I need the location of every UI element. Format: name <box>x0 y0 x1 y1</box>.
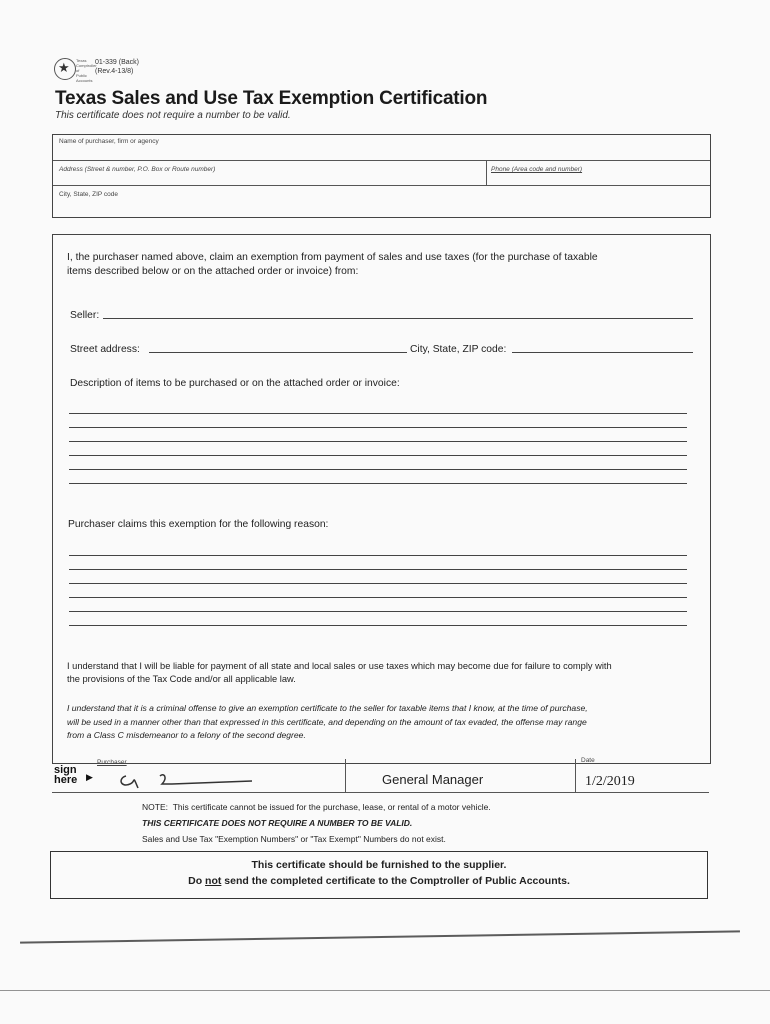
sign-here-label <box>54 765 77 785</box>
arrow-right-icon: ▶ <box>86 772 93 782</box>
scan-artifact-line <box>0 990 770 991</box>
supplier-notice-line: This certificate should be furnished to the supplier. <box>251 859 507 871</box>
note-text: This certificate cannot be issued for the purchase, lease, or rental of a motor vehicle. <box>172 802 491 812</box>
note-exempt-numbers: Sales and Use Tax "Exemption Numbers" or "Tax Exempt" Numbers do not exist. <box>142 834 446 844</box>
address-label: Address (Street & number, P.O. Box or Route number) <box>59 166 216 173</box>
reason-line[interactable] <box>69 569 687 570</box>
description-line[interactable] <box>69 413 687 414</box>
description-line[interactable] <box>69 427 687 428</box>
page-title: Texas Sales and Use Tax Exemption Certification <box>55 88 488 109</box>
page-subtitle: This certificate does not require a number to be valid. <box>55 110 291 121</box>
description-line[interactable] <box>69 441 687 442</box>
date-label: Date <box>581 757 595 764</box>
liability-line: I understand that I will be liable for payment of all state and local sales or use taxes which may become due for failure to comply with <box>67 661 612 671</box>
star-icon: ★ <box>58 60 70 75</box>
description-line[interactable] <box>69 455 687 456</box>
liability-statement <box>67 660 707 686</box>
purchaser-info-box <box>52 134 711 218</box>
divider <box>345 759 346 792</box>
offense-line: from a Class C misdemeanor to a felony of the second degree. <box>67 730 306 740</box>
reason-line[interactable] <box>69 625 687 626</box>
exemption-claim-box <box>52 234 711 764</box>
divider <box>53 160 710 161</box>
purchaser-label: Purchaser <box>97 759 127 766</box>
comptroller-notice-line <box>51 875 707 887</box>
purchaser-signature[interactable] <box>112 762 262 792</box>
scan-artifact-line <box>20 930 740 943</box>
liability-line: the provisions of the Tax Code and/or all applicable law. <box>67 674 296 684</box>
divider <box>53 185 710 186</box>
form-number <box>95 58 139 76</box>
here-label: here <box>54 774 78 786</box>
notice-text: send the completed certificate to the Comptroller of Public Accounts. <box>221 875 570 887</box>
offense-statement <box>67 702 707 743</box>
city-state-zip-label: City, State, ZIP code <box>59 191 119 198</box>
form-revision: (Rev.4-13/8) <box>95 68 134 75</box>
reason-line[interactable] <box>69 583 687 584</box>
description-line[interactable] <box>69 483 687 484</box>
notice-text: Do <box>188 875 206 887</box>
seller-field[interactable] <box>103 318 693 319</box>
reason-line[interactable] <box>69 597 687 598</box>
note-motor-vehicle <box>142 802 491 812</box>
street-address-field[interactable] <box>149 352 407 353</box>
form-number-text: 01-339 (Back) <box>95 59 139 66</box>
note-no-number: THIS CERTIFICATE DOES NOT REQUIRE A NUMBER TO BE VALID. <box>142 818 413 828</box>
note-prefix: NOTE: <box>142 802 168 812</box>
description-line[interactable] <box>69 469 687 470</box>
purchaser-title: General Manager <box>382 772 484 787</box>
claim-intro-line: items described below or on the attached order or invoice) from: <box>67 266 359 277</box>
notice-emphasis: not <box>205 875 222 887</box>
purchaser-name-label: Name of purchaser, firm or agency <box>59 138 159 145</box>
seller-label: Seller: <box>70 310 100 321</box>
description-label: Description of items to be purchased or on the attached order or invoice: <box>70 378 400 389</box>
claim-intro <box>67 251 697 279</box>
street-address-label: Street address: <box>70 344 140 355</box>
divider <box>575 759 576 792</box>
agency-name: Texas Comptroller of Public Accounts <box>76 58 97 83</box>
reason-line[interactable] <box>69 611 687 612</box>
city-state-zip-label: City, State, ZIP code: <box>410 344 507 355</box>
supplier-notice-box <box>50 851 708 899</box>
reason-label: Purchaser claims this exemption for the following reason: <box>68 519 329 530</box>
phone-label: Phone (Area code and number) <box>491 166 583 173</box>
divider <box>52 792 709 793</box>
offense-line: I understand that it is a criminal offense to give an exemption certificate to the seller for taxable items that I know, at the time of purchase, <box>67 703 588 713</box>
claim-intro-line: I, the purchaser named above, claim an exemption from payment of sales and use taxes (for the purchase of taxable <box>67 252 598 263</box>
date-value: 1/2/2019 <box>585 774 635 789</box>
sign-label: sign <box>54 764 77 776</box>
city-state-zip-field[interactable] <box>512 352 693 353</box>
offense-line: will be used in a manner other than that expressed in this certificate, and depending on the amount of tax evaded, the offense may range <box>67 716 587 727</box>
divider <box>486 160 487 185</box>
reason-line[interactable] <box>69 555 687 556</box>
